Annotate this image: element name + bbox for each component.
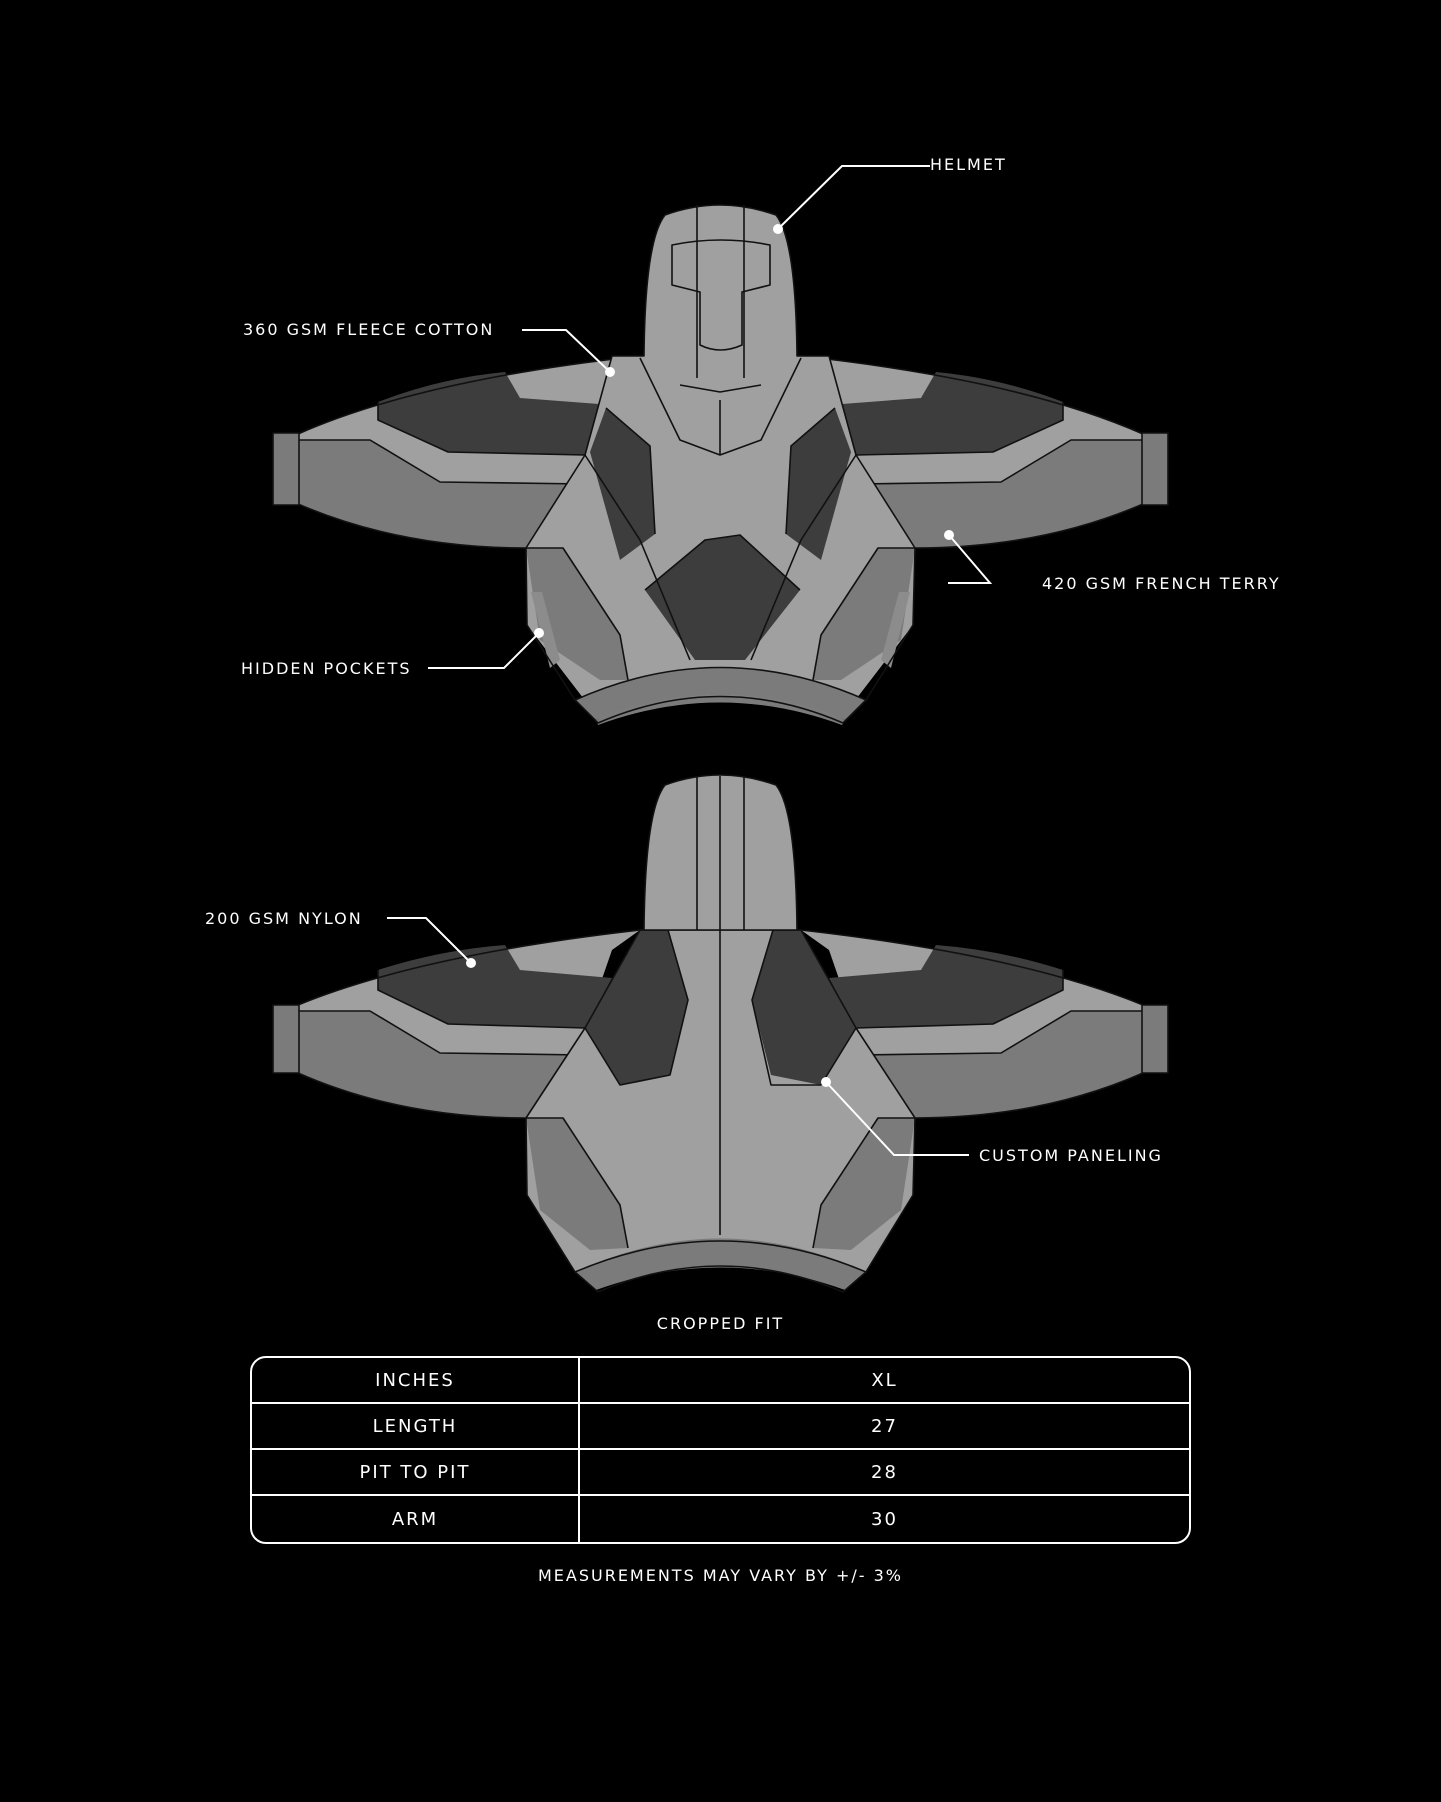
front-view — [273, 205, 1168, 725]
size-table-header-size: XL — [871, 1369, 898, 1391]
callout-nylon-label: 200 GSM NYLON — [205, 909, 363, 928]
size-table-header — [252, 1358, 1189, 1404]
measurement-note: MEASUREMENTS MAY VARY BY +/- 3% — [537, 1566, 904, 1585]
callout-paneling-label: CUSTOM PANELING — [979, 1146, 1163, 1165]
table-row-label: PIT TO PIT — [252, 1450, 580, 1494]
back-hood — [644, 775, 797, 930]
callout-helmet — [773, 155, 1007, 234]
callout-terry-label: 420 GSM FRENCH TERRY — [1042, 574, 1281, 593]
table-row-value: 30 — [871, 1508, 898, 1530]
fit-label: CROPPED FIT — [656, 1314, 785, 1333]
table-row-label: ARM — [252, 1496, 580, 1542]
table-row-value: 27 — [871, 1415, 898, 1437]
table-row — [252, 1450, 1189, 1496]
table-row — [252, 1404, 1189, 1450]
back-view — [273, 775, 1168, 1292]
table-row — [252, 1496, 1189, 1542]
callout-pockets-label: HIDDEN POCKETS — [241, 659, 412, 678]
size-table — [250, 1356, 1191, 1544]
callout-helmet-label: HELMET — [930, 155, 1007, 174]
callout-fleece-label: 360 GSM FLEECE COTTON — [243, 320, 495, 339]
front-hood — [644, 205, 797, 392]
callout-pockets — [241, 628, 544, 678]
table-row-value: 28 — [871, 1461, 898, 1483]
table-row-label: LENGTH — [252, 1404, 580, 1448]
size-table-header-unit: INCHES — [252, 1358, 580, 1402]
